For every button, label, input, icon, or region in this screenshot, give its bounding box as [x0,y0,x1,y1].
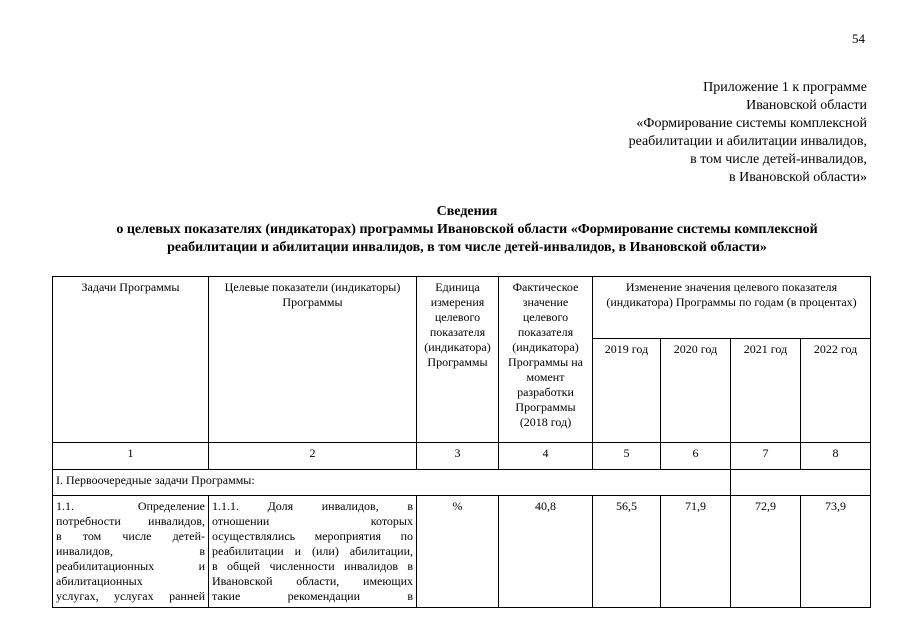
appendix-line: Ивановской области [746,98,867,113]
unit-cell: % [417,496,499,608]
section-heading: I. Первоочередные задачи Программы: [53,470,731,496]
title-line-1: Сведения [436,204,498,219]
title-line-3: реабилитации и абилитации инвалидов, в том числе детей-инвалидов, в Ивановской области» [167,240,767,255]
appendix-line: реабилитации и абилитации инвалидов, [628,134,867,149]
task-line: инвалидов, в [56,544,205,558]
header-year-2019: 2019 год [593,339,661,443]
task-line: потребности инвалидов, [56,514,205,528]
appendix-line: «Формирование системы комплексной [636,116,867,131]
task-line: реабилитационных и [56,559,205,573]
table-row [53,496,871,608]
header-unit: Единица измерения целевого показателя (индикатора) Программы [417,277,499,443]
indicators-table [52,276,871,608]
value-2022-cell: 73,9 [801,496,871,608]
appendix-note [507,79,867,187]
header-year-2020: 2020 год [661,339,731,443]
header-actual-value: Фактическое значение целевого показателя (индикатора) Программы на момент разработки Программы (2018 год) [499,277,593,443]
section-empty-cell [731,470,871,496]
column-number: 1 [53,443,209,470]
header-tasks: Задачи Программы [53,277,209,443]
task-line: 1.1. Определение [56,499,205,513]
column-number: 2 [209,443,417,470]
indicator-cell [209,496,417,608]
appendix-line: в Ивановской области» [729,170,867,185]
header-year-2021: 2021 год [731,339,801,443]
indicator-line: Ивановской области, имеющих [212,574,413,588]
column-number: 5 [593,443,661,470]
indicator-line: осуществлялись мероприятия по [212,529,413,543]
appendix-line: Приложение 1 к программе [703,80,867,95]
indicator-line: такие рекомендации в [212,589,413,603]
value-2020-cell: 71,9 [661,496,731,608]
actual-value-cell: 40,8 [499,496,593,608]
indicator-line: 1.1.1. Доля инвалидов, в [212,499,413,513]
document-title [52,203,882,257]
column-number: 4 [499,443,593,470]
column-number: 8 [801,443,871,470]
header-change-by-year: Изменение значения целевого показателя (индикатора) Программы по годам (в процентах) [593,277,871,339]
column-number: 7 [731,443,801,470]
column-number: 6 [661,443,731,470]
indicator-line: реабилитации и (или) абилитации, [212,544,413,558]
task-line: услугах, услугах ранней [56,589,205,603]
column-number: 3 [417,443,499,470]
header-year-2022: 2022 год [801,339,871,443]
value-2021-cell: 72,9 [731,496,801,608]
header-indicators: Целевые показатели (индикаторы) Программы [209,277,417,443]
task-line: в том числе детей- [56,529,205,543]
title-line-2: о целевых показателях (индикаторах) программы Ивановской области «Формирование системы комплексной [116,222,818,237]
indicator-line: в общей численности инвалидов в [212,559,413,573]
appendix-line: в том числе детей-инвалидов, [690,152,867,167]
value-2019-cell: 56,5 [593,496,661,608]
page-number: 54 [852,31,865,46]
indicator-line: отношении которых [212,514,413,528]
task-line: абилитационных [56,574,143,588]
task-cell [53,496,209,608]
